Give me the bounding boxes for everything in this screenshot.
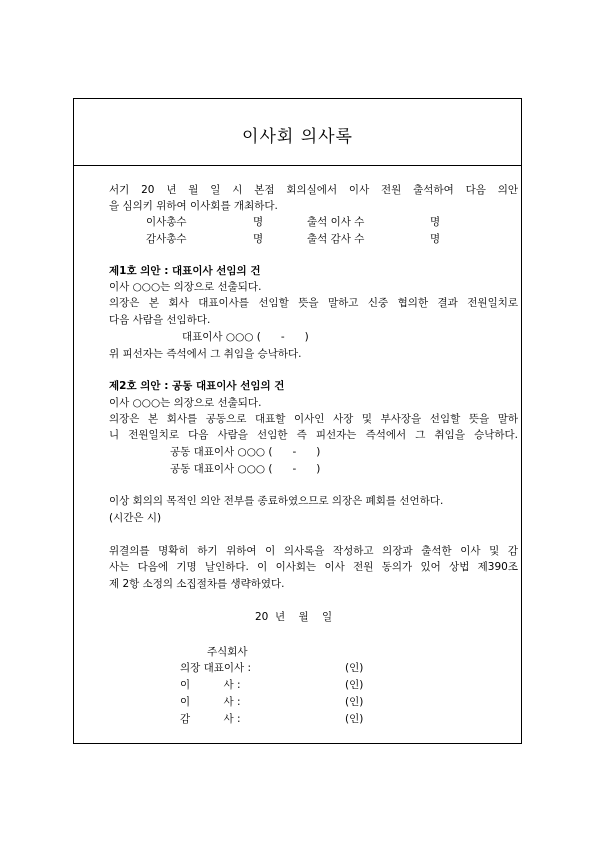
seal-mark: (인) <box>345 679 364 691</box>
date-line: 20 년 월 일 <box>255 611 333 623</box>
agenda2-line-2: 의장은 본 회사를 공동으로 대표할 이사인 사장 및 부사장을 선임할 뜻을 말하 <box>109 413 518 425</box>
auditors-present-label: 출석 감사 수 <box>307 233 365 245</box>
signature-role: 의장 대표이사 : <box>180 662 252 674</box>
agenda1-line-1: 이사 ○○○는 의장으로 선출되다. <box>109 281 262 293</box>
agenda1-line-4: 위 피선자는 즉석에서 그 취임을 승낙하다. <box>109 348 302 360</box>
agenda2-heading: 제2호 의안 : 공동 대표이사 선임의 건 <box>109 380 285 392</box>
directors-total-label: 이사총수 <box>146 216 187 228</box>
minutes-frame <box>73 98 522 744</box>
agenda1-line-2: 의장은 본 회사 대표이사를 선임할 뜻을 말하고 신중 협의한 결과 전원일치로 <box>109 297 518 309</box>
signature-role: 이 사 : <box>180 679 241 691</box>
signature-role: 감 사 : <box>180 713 241 725</box>
seal-mark: (인) <box>345 696 364 708</box>
agenda1-heading: 제1호 의안 : 대표이사 선임의 건 <box>109 265 261 277</box>
auditors-total-label: 감사총수 <box>146 233 187 245</box>
agenda1-appointee: 대표이사 ○○○ ( - ) <box>182 331 309 343</box>
proof-line-2: 사는 다음에 기명 날인하다. 이 이사회는 이사 전원 동의가 있어 상법 제390조 <box>109 561 518 573</box>
seal-mark: (인) <box>345 662 364 674</box>
title-row <box>74 99 521 166</box>
intro-line-1: 서기 20 년 월 일 시 본점 회의실에서 이사 전원 출석하여 다음 의안 <box>109 184 518 196</box>
proof-line-3: 제 2항 소정의 소집절차를 생략하였다. <box>109 578 285 590</box>
directors-total-unit: 명 <box>253 216 264 228</box>
agenda2-line-1: 이사 ○○○는 의장으로 선출되다. <box>109 397 262 409</box>
directors-present-label: 출석 이사 수 <box>307 216 365 228</box>
closing-line-1: 이상 회의의 목적인 의안 전부를 종료하였으므로 의장은 폐회를 선언하다. <box>109 495 444 507</box>
agenda2-appointee-2: 공동 대표이사 ○○○ ( - ) <box>170 463 321 475</box>
agenda2-line-3: 니 전원일치로 다음 사람을 선임한 즉 피선자는 즉석에서 그 취임을 승낙하다. <box>109 429 518 441</box>
company-label: 주식회사 <box>207 646 248 658</box>
page-title: 이사회 의사록 <box>242 127 353 147</box>
signature-role: 이 사 : <box>180 696 241 708</box>
auditors-total-unit: 명 <box>253 233 264 245</box>
auditors-present-unit: 명 <box>430 233 441 245</box>
proof-line-1: 위결의를 명확히 하기 위하여 이 의사록을 작성하고 의장과 출석한 이사 및 감 <box>109 545 518 557</box>
closing-line-2: (시간은 시) <box>109 512 162 524</box>
seal-mark: (인) <box>345 713 364 725</box>
intro-line-2: 을 심의키 위하여 이사회를 개최하다. <box>109 200 278 212</box>
directors-present-unit: 명 <box>430 216 441 228</box>
agenda2-appointee-1: 공동 대표이사 ○○○ ( - ) <box>170 446 321 458</box>
agenda1-line-3: 다음 사람을 선임하다. <box>109 314 211 326</box>
